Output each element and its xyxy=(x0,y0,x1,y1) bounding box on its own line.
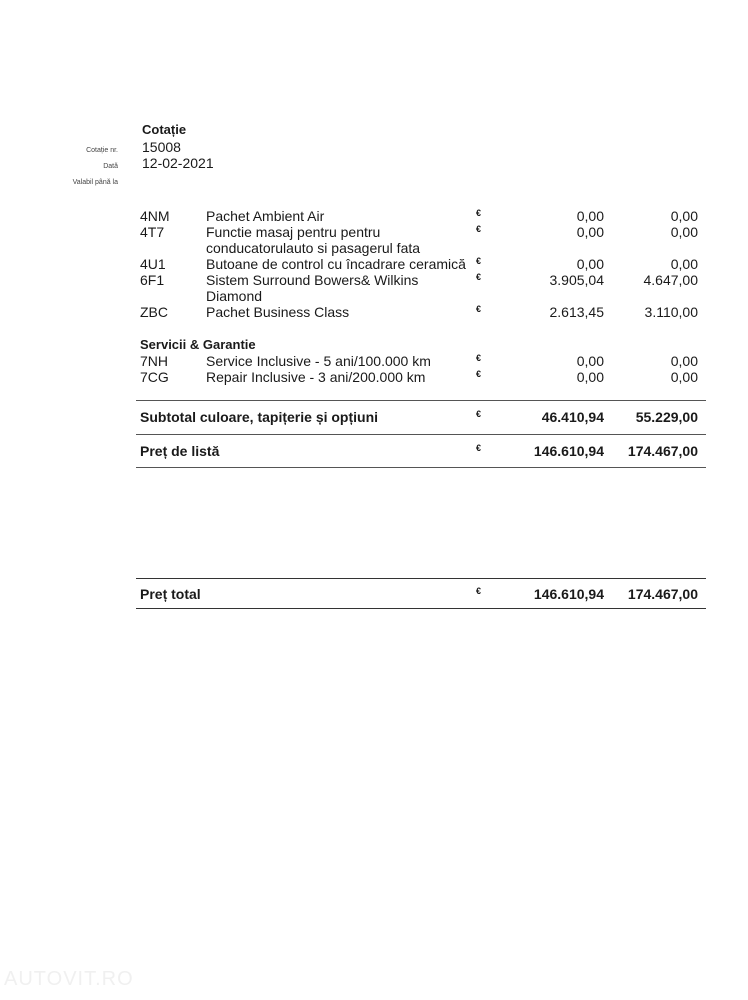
currency-symbol: € xyxy=(476,224,482,234)
option-net-price: 0,00 xyxy=(576,224,604,240)
option-gross-price: 0,00 xyxy=(670,224,698,240)
option-description: Butoane de control cu încadrare ceramică xyxy=(206,256,466,272)
currency-symbol: € xyxy=(476,208,482,218)
option-description: Sistem Surround Bowers& Wilkins xyxy=(206,272,419,288)
services-section-title: Servicii & Garantie xyxy=(140,337,256,352)
date-label: Dată xyxy=(103,163,118,170)
total-row xyxy=(140,586,706,602)
option-description: Diamond xyxy=(206,288,263,304)
currency-symbol: € xyxy=(476,409,482,419)
option-description: conducatorulauto si pasagerul fata xyxy=(206,240,421,256)
divider xyxy=(136,608,706,609)
option-description: Functie masaj pentru pentru xyxy=(206,224,381,240)
divider xyxy=(136,400,706,401)
service-description: Repair Inclusive - 3 ani/200.000 km xyxy=(206,369,426,385)
list-price-gross: 174.467,00 xyxy=(627,443,698,459)
currency-symbol: € xyxy=(476,304,482,314)
total-gross: 174.467,00 xyxy=(627,586,698,602)
subtotal-row xyxy=(140,409,706,425)
option-gross-price: 0,00 xyxy=(670,208,698,224)
option-net-price: 2.613,45 xyxy=(549,304,604,320)
option-gross-price: 4.647,00 xyxy=(643,272,698,288)
watermark: AUTOVIT.RO xyxy=(4,968,134,990)
option-row xyxy=(140,224,706,240)
service-net-price: 0,00 xyxy=(576,369,604,385)
divider xyxy=(136,578,706,579)
service-net-price: 0,00 xyxy=(576,353,604,369)
option-code: 6F1 xyxy=(140,272,165,288)
list-price-row xyxy=(140,443,706,459)
currency-symbol: € xyxy=(476,353,482,363)
subtotal-label: Subtotal culoare, tapițerie și opțiuni xyxy=(140,409,379,425)
option-net-price: 3.905,04 xyxy=(549,272,604,288)
option-row xyxy=(140,304,706,320)
quote-number: 15008 xyxy=(142,139,181,155)
option-code: ZBC xyxy=(140,304,168,320)
currency-symbol: € xyxy=(476,272,482,282)
service-gross-price: 0,00 xyxy=(670,353,698,369)
service-row xyxy=(140,353,706,369)
divider xyxy=(136,467,706,468)
currency-symbol: € xyxy=(476,256,482,266)
option-description: Pachet Business Class xyxy=(206,304,350,320)
service-gross-price: 0,00 xyxy=(670,369,698,385)
option-net-price: 0,00 xyxy=(576,208,604,224)
service-code: 7NH xyxy=(140,353,169,369)
total-label: Preț total xyxy=(140,586,201,602)
list-price-label: Preț de listă xyxy=(140,443,220,459)
option-row-continuation xyxy=(140,240,706,256)
subtotal-gross: 55.229,00 xyxy=(635,409,698,425)
currency-symbol: € xyxy=(476,369,482,379)
service-row xyxy=(140,369,706,385)
option-gross-price: 0,00 xyxy=(670,256,698,272)
list-price-net: 146.610,94 xyxy=(533,443,604,459)
document-title: Cotație xyxy=(142,122,187,137)
option-gross-price: 3.110,00 xyxy=(644,304,698,320)
subtotal-net: 46.410,94 xyxy=(541,409,604,425)
option-net-price: 0,00 xyxy=(576,256,604,272)
option-code: 4U1 xyxy=(140,256,166,272)
option-code: 4NM xyxy=(140,208,170,224)
service-code: 7CG xyxy=(140,369,169,385)
option-row-continuation xyxy=(140,288,706,304)
valid-until-label: Valabil până la xyxy=(72,179,118,186)
quote-number-label: Cotație nr. xyxy=(86,147,118,154)
currency-symbol: € xyxy=(476,586,482,596)
option-row xyxy=(140,272,706,288)
total-net: 146.610,94 xyxy=(533,586,604,602)
currency-symbol: € xyxy=(476,443,482,453)
divider xyxy=(136,434,706,435)
service-description: Service Inclusive - 5 ani/100.000 km xyxy=(206,353,431,369)
option-row xyxy=(140,256,706,272)
option-description: Pachet Ambient Air xyxy=(206,208,325,224)
option-row xyxy=(140,208,706,224)
option-code: 4T7 xyxy=(140,224,165,240)
quote-date: 12-02-2021 xyxy=(142,155,214,171)
